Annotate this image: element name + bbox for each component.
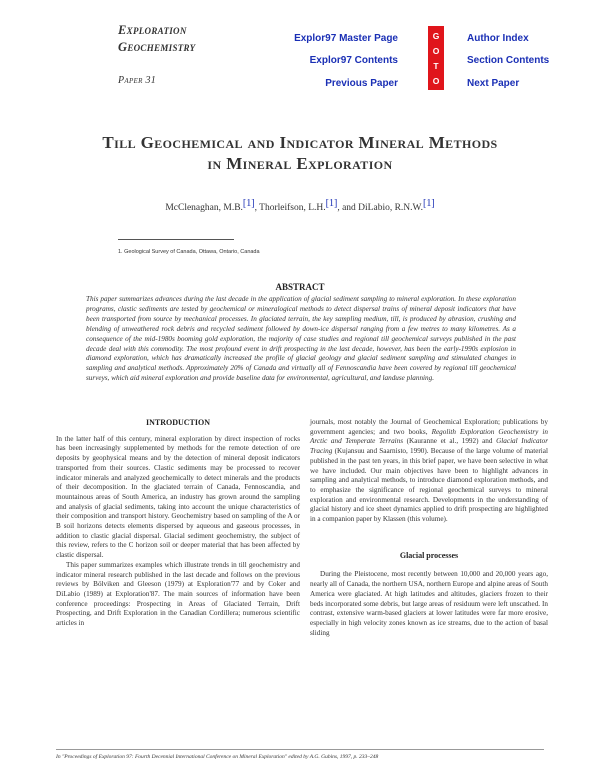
affiliation: 1. Geological Survey of Canada, Ottawa, Ontario, Canada [118,249,260,255]
glacial-processes-heading: Glacial processes [399,550,459,560]
text-run: journals, most notably the Journal of Geochemical Exploration; publications by government agencies; and two books, [310,418,548,436]
author-index-link[interactable]: Author Index [467,33,529,44]
right-paragraph-1 [310,418,548,525]
section-contents-link[interactable]: Section Contents [467,55,550,66]
glacial-paragraph: During the Pleistocene, most recently between 10,000 and 20,000 years ago, nearly all of Canada, the northern USA, northern Europe and alpine areas of South America were glaciated. At high latitudes and altitudes, glaciers frozen to their beds incorporated some debris, but large areas of residuum were left unscathed. In contrast, extensive warm-based glaciers at lower latitudes were far more erosive, especially in high velocity zones known as ice streams, due to the action of basal sliding [310,570,548,637]
paper-number: Paper 31 [118,75,157,86]
contents-link[interactable]: Explor97 Contents [309,55,398,66]
master-page-link[interactable]: Explor97 Master Page [294,33,398,44]
author-2: , Thorleifson, L.H. [254,203,326,214]
footnote-ref[interactable]: [1] [423,198,435,209]
paper-title [60,132,540,174]
title-line2: in Mineral Exploration [207,154,393,173]
author-3: , and DiLabio, R.N.W. [337,203,423,214]
book-title: Glacial Indicator Tracing [310,437,548,456]
series-line1: Exploration [118,23,187,37]
goto-letter: O [432,45,440,56]
series-line2: Geochemistry [118,40,196,54]
right-column [310,418,548,638]
author-1: McClenaghan, M.B. [165,203,243,214]
footnote-rule [118,239,234,240]
goto-letter: G [432,30,440,41]
intro-paragraph-1: In the latter half of this century, mineral exploration by direct inspection of rocks has been increasingly supplemented by methods for the remote detection of ore deposits by geophysical means and by the detection of mineral deposit indicators transported from their sources. Clastic sediments may be processed to recover indicator minerals and analyzed geochemically to detect minerals and the products of their decomposition. In the glaciated terrain of Canada, Fennoscandia, and mountainous areas of South America, an industry has grown around the sampling and analysis of glacial sediments, taking into account the unique characteristics of their composition and transport history. Geochemistry based on sampling of the A or B soil horizons detects elements dispersed by aqueous and gaseous processes, in addition to clastic glacial dispersal. Glacial sediment geochemistry, the subject of this review, refers to the C horizon soil or deeper material that has been affected by clastic dispersal. [56,434,300,560]
goto-letter: O [432,75,440,86]
citation-footer: In "Proceedings of Exploration 97: Fourth Decennial International Conference on Mineral Exploration" edited by A.G. Gubins, 1997, p. 233–248 [56,749,544,760]
left-column [56,418,300,629]
abstract-heading: ABSTRACT [275,282,325,292]
text-run: (Kauranne et al., 1992) and [403,437,497,446]
previous-paper-link[interactable]: Previous Paper [325,78,398,89]
goto-badge [428,26,444,90]
footnote-ref[interactable]: [1] [242,198,255,209]
next-paper-link[interactable]: Next Paper [467,78,520,89]
series-title [118,22,195,56]
intro-paragraph-2: This paper summarizes examples which illustrate trends in till geochemistry and indicator mineral research published in the last decade and follows on the previous reviews by Bölviken and Gleeson (1979) at Exploration'77 and by Coker and DiLabio (1989) at Exploration'87. The main sources of information have been conference proceedings: Prospecting in Areas of Glaciated Terrain, Drift Prospecting, and Drift Exploration in the Canadian Cordillera; numerous scientific articles in [56,560,300,628]
footnote-ref[interactable]: [1] [325,198,338,209]
title-line1: Till Geochemical and Indicator Mineral Methods [102,133,498,152]
introduction-heading: INTRODUCTION [145,418,210,427]
author-list [60,198,540,213]
abstract-text: This paper summarizes advances during the last decade in the application of glacial sediment sampling to mineral exploration. In these exploration programs, clastic sediments are tested by geochemical or mineralogical methods to detect dispersal trains of mineral deposit indicators that have been transported from source by mechanical processes. In glaciated terrain, the key sampling medium, till, is produced by abrasion, crushing and blending of unweathered rock debris and recycled sediment followed by down-ice dispersal ranging from a few metres to many kilometres. As a consequence of the mid-1980s booming gold exploration, the majority of case studies and regional till geochemical surveys published in the past decade deal with this commodity. The most profound event in drift prospecting in the last decade, however, has been the early-1990s explosion in diamond exploration, which has dramatically increased the profile of glacial geology and glacial sediment sampling and stimulated changes in sampling and analytical methods. Approximately 20% of Canada and virtually all of Fennoscandia have been covered by regional till geochemical surveys, which aid mineral exploration and provide baseline data for environmental, agricultural, and landuse planning. [86,295,516,383]
book-title: Regolith Exploration Geochemistry in Arctic and Temperate Terrains [310,427,548,446]
text-run: (Kujansuu and Saarnisto, 1990). Because of the large volume of material published in the past ten years, in this brief paper, we have been selective in what we have included. Our main objectives have been to highlight advances in sampling and analytical methods, to introduce diamond exploration methods, and to emphasize the significance of regional geochemical surveys to mineral exploration and environmental research. Developments in the understanding of glacial history and ice sheet dynamics applied to drift prospecting are highlighted in a companion paper by Klassen (this volume). [310,447,548,524]
goto-letter: T [433,60,439,71]
